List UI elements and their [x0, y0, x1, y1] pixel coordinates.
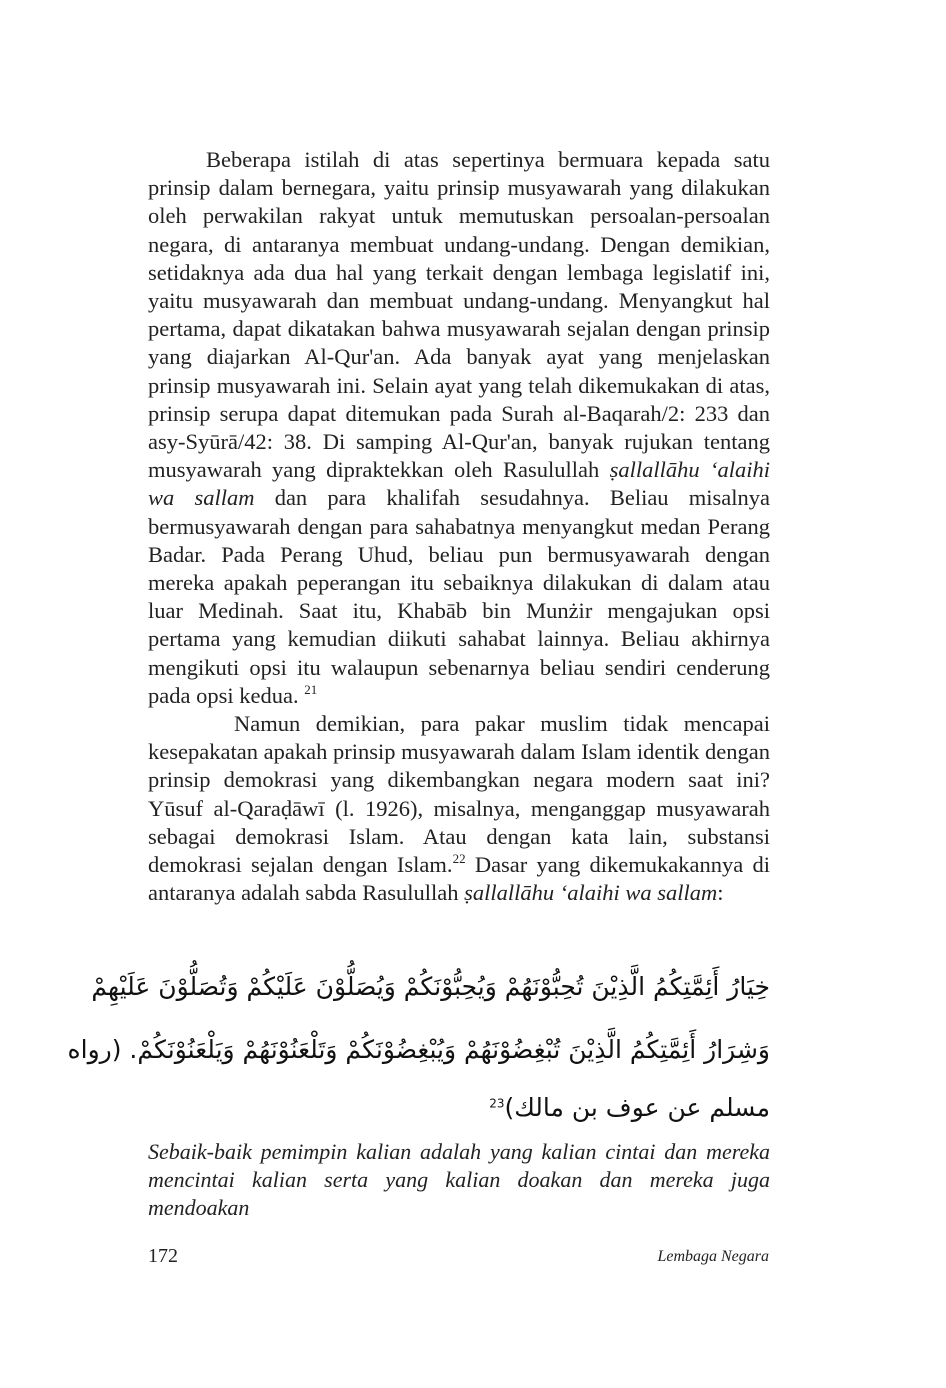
body-text	[148, 146, 770, 907]
paragraph-1: Beberapa istilah di atas sepertinya bermuara kepada satu prinsip dalam bernegara, yaitu prinsip musyawarah yang dilakukan oleh perwakilan rakyat untuk memutuskan persoalan-persoalan negara, di antaranya membuat undang-undang. Dengan demikian, setidaknya ada dua hal yang terkait dengan lembaga legislatif ini, yaitu musyawarah dan membuat undang-undang. Menyangkut hal pertama, dapat dikatakan bahwa musyawarah sejalan dengan prinsip yang diajarkan Al-Qur'an. Ada banyak ayat yang menjelaskan prinsip musyawarah ini. Selain ayat yang telah dikemukakan di atas, prinsip serupa dapat ditemukan pada Surah al-Baqarah/2: 233 dan asy-Syūrā/42: 38. Di samping Al-Qur'an, banyak rujukan tentang musyawarah yang dipraktekkan oleh Rasulullah ṣallallāhu ‘alaihi wa sallam dan para khalifah sesudahnya. Beliau misalnya bermusyawarah dengan para sahabatnya menyangkut medan Perang Badar. Pada Perang Uhud, beliau pun bermusyawarah dengan mereka apakah peperangan itu sebaiknya dilakukan di dalam atau luar Medinah. Saat itu, Khabāb bin Munżir mengajukan opsi pertama yang kemudian diikuti sahabat lainnya. Beliau akhirnya mengikuti opsi itu walaupun sebenarnya beliau sendiri cenderung pada opsi kedua. $^{21}$	[148, 147, 771, 708]
footnote-ref-23: 23	[489, 1096, 505, 1111]
hadith-line-1: خِيَارُ أَئِمَّتِكُمُ الَّذِيْنَ تُحِبُّوْنَهُمْ وَيُحِبُّوْنَكُمْ وَيُصَلُّوْنَ عَلَيْكُمْ وَتُصَلُّوْنَ عَلَيْهِمْ	[91, 972, 770, 1001]
paragraph-2: Namun demikian, para pakar muslim tidak mencapai kesepakatan apakah prinsip musyawarah dalam Islam identik dengan prinsip demokrasi yang dikembangkan negara modern saat ini? Yūsuf al-Qaraḍāwī (l. 1926), misalnya, menganggap musyawarah sebagai demokrasi Islam. Atau dengan kata lain, substansi demokrasi sejalan dengan Islam.$^{22}$ Dasar yang dikemukakannya di antaranya adalah sabda Rasulullah ṣallallāhu ‘alaihi wa sallam:	[148, 711, 770, 906]
running-title: Lembaga Negara	[657, 1248, 769, 1265]
honorific-italic: ṣallallāhu ‘alaihi wa sallam	[148, 457, 770, 511]
page-number: 172	[148, 1245, 178, 1267]
honorific-italic: ṣallallāhu ‘alaihi wa sallam	[464, 880, 718, 906]
footnote-ref-22: 22	[452, 850, 466, 866]
footnote-ref-21: 21	[304, 681, 318, 697]
hadith-translation: Sebaik-baik pemimpin kalian adalah yang kalian cintai dan mereka mencintai kalian serta yang kalian doakan dan mereka juga mendoakan	[148, 1139, 770, 1220]
hadith-line-3: مسلم عن عوف بن مالك)$^{23}$	[489, 1093, 770, 1122]
hadith-line-2: وَشِرَارُ أَئِمَّتِكُمُ الَّذِيْنَ تُبْغِضُوْنَهُمْ وَيُبْغِضُوْنَكُمْ وَتَلْعَنُوْنَهُمْ وَيَلْعَنُوْنَكُمْ. (رواه	[67, 1035, 770, 1064]
